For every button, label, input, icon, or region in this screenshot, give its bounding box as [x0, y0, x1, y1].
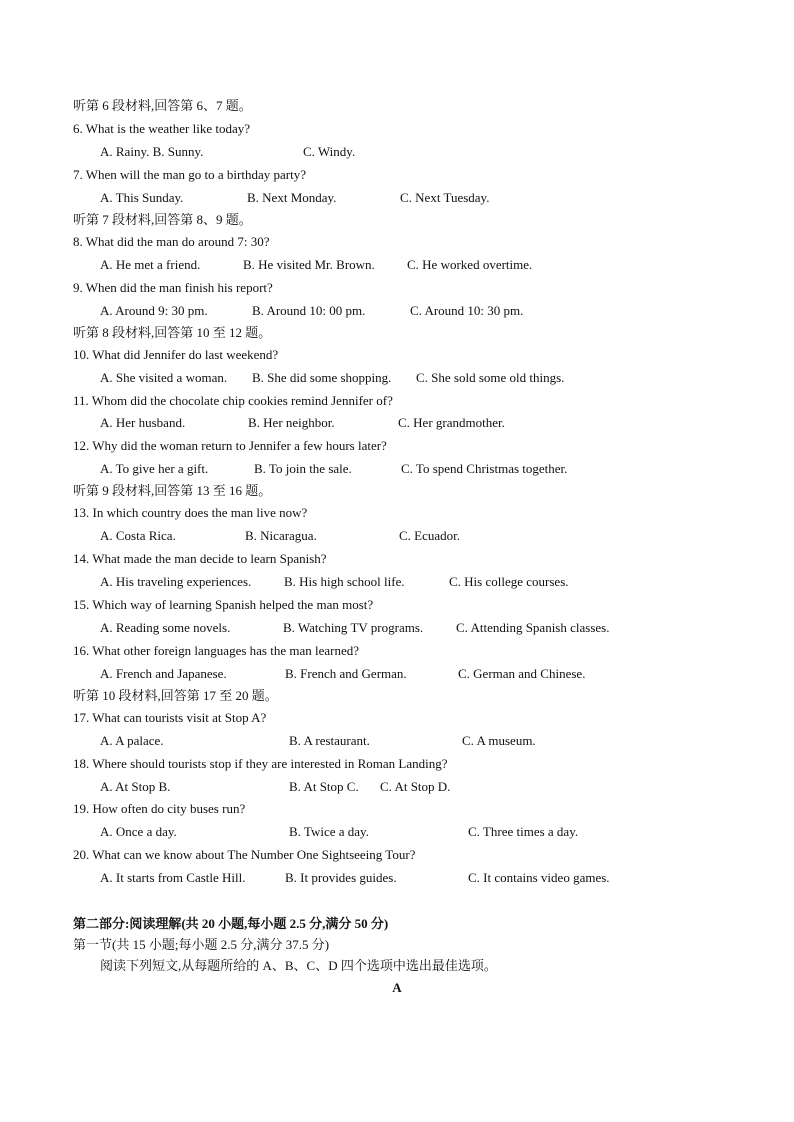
option-b: B. At Stop C.	[289, 779, 359, 794]
option-a: A. Once a day.	[100, 824, 177, 839]
question-text: 9. When did the man finish his report?	[73, 280, 273, 295]
section-heading: 听第 7 段材料,回答第 8、9 题。	[73, 212, 252, 227]
option-b: B. A restaurant.	[289, 733, 370, 748]
option-b: B. He visited Mr. Brown.	[243, 257, 375, 272]
option-a: A. Her husband.	[100, 415, 186, 430]
question-text: 14. What made the man decide to learn Spanish?	[73, 551, 327, 566]
option-c: C. At Stop D.	[380, 779, 451, 794]
section-heading: 第一节(共 15 小题;每小题 2.5 分,满分 37.5 分)	[73, 937, 330, 952]
question-text: 15. Which way of learning Spanish helped the man most?	[73, 597, 374, 612]
section-heading: 听第 10 段材料,回答第 17 至 20 题。	[73, 688, 278, 703]
option-c: C. Ecuador.	[399, 528, 461, 543]
option-a: A. It starts from Castle Hill.	[100, 870, 246, 885]
instruction-text: 阅读下列短文,从每题所给的 A、B、C、D 四个选项中选出最佳选项。	[100, 958, 497, 973]
question-text: 13. In which country does the man live now?	[73, 505, 308, 520]
question-text: 10. What did Jennifer do last weekend?	[73, 347, 279, 362]
option-b: B. She did some shopping.	[252, 370, 392, 385]
option-a: A. Rainy. B. Sunny.	[100, 144, 204, 159]
option-a: A. Around 9: 30 pm.	[100, 303, 208, 318]
option-b: B. It provides guides.	[285, 870, 397, 885]
question-text: 16. What other foreign languages has the man learned?	[73, 643, 360, 658]
option-c: C. He worked overtime.	[407, 257, 533, 272]
option-c: C. Attending Spanish classes.	[456, 620, 610, 635]
question-text: 8. What did the man do around 7: 30?	[73, 234, 270, 249]
option-a: A. At Stop B.	[100, 779, 171, 794]
option-b: B. To join the sale.	[254, 461, 352, 476]
option-b: B. His high school life.	[284, 574, 405, 589]
question-text: 7. When will the man go to a birthday party?	[73, 167, 306, 182]
option-a: A. His traveling experiences.	[100, 574, 252, 589]
option-b: B. Twice a day.	[289, 824, 369, 839]
option-c: C. Three times a day.	[468, 824, 579, 839]
option-b: B. Next Monday.	[247, 190, 337, 205]
option-c: C. A museum.	[462, 733, 536, 748]
option-c: C. His college courses.	[449, 574, 569, 589]
question-text: 17. What can tourists visit at Stop A?	[73, 710, 267, 725]
section-heading: 听第 8 段材料,回答第 10 至 12 题。	[73, 325, 272, 340]
option-a: A. French and Japanese.	[100, 666, 227, 681]
option-a: A. This Sunday.	[100, 190, 184, 205]
question-text: 19. How often do city buses run?	[73, 801, 246, 816]
section-heading: 听第 9 段材料,回答第 13 至 16 题。	[73, 483, 272, 498]
option-a: A. To give her a gift.	[100, 461, 209, 476]
option-c: C. Windy.	[303, 144, 356, 159]
option-b: B. Nicaragua.	[245, 528, 317, 543]
option-a: A. Costa Rica.	[100, 528, 176, 543]
option-c: C. It contains video games.	[468, 870, 610, 885]
question-text: 12. Why did the woman return to Jennifer a few hours later?	[73, 438, 387, 453]
question-text: 6. What is the weather like today?	[73, 121, 251, 136]
option-b: B. Her neighbor.	[248, 415, 335, 430]
option-c: C. To spend Christmas together.	[401, 461, 568, 476]
option-a: A. He met a friend.	[100, 257, 201, 272]
question-text: 18. Where should tourists stop if they are interested in Roman Landing?	[73, 756, 448, 771]
option-b: B. French and German.	[285, 666, 407, 681]
option-a: A. A palace.	[100, 733, 164, 748]
part-heading: 第二部分:阅读理解(共 20 小题,每小题 2.5 分,满分 50 分)	[73, 916, 389, 931]
option-c: C. Around 10: 30 pm.	[410, 303, 524, 318]
option-a: A. Reading some novels.	[100, 620, 231, 635]
question-text: 11. Whom did the chocolate chip cookies remind Jennifer of?	[73, 393, 393, 408]
passage-label: A	[392, 980, 402, 995]
option-b: B. Watching TV programs.	[283, 620, 424, 635]
question-text: 20. What can we know about The Number One Sightseeing Tour?	[73, 847, 416, 862]
option-b: B. Around 10: 00 pm.	[252, 303, 366, 318]
option-c: C. She sold some old things.	[416, 370, 565, 385]
option-c: C. Next Tuesday.	[400, 190, 490, 205]
section-heading: 听第 6 段材料,回答第 6、7 题。	[73, 98, 252, 113]
option-c: C. German and Chinese.	[458, 666, 586, 681]
option-a: A. She visited a woman.	[100, 370, 228, 385]
option-c: C. Her grandmother.	[398, 415, 505, 430]
